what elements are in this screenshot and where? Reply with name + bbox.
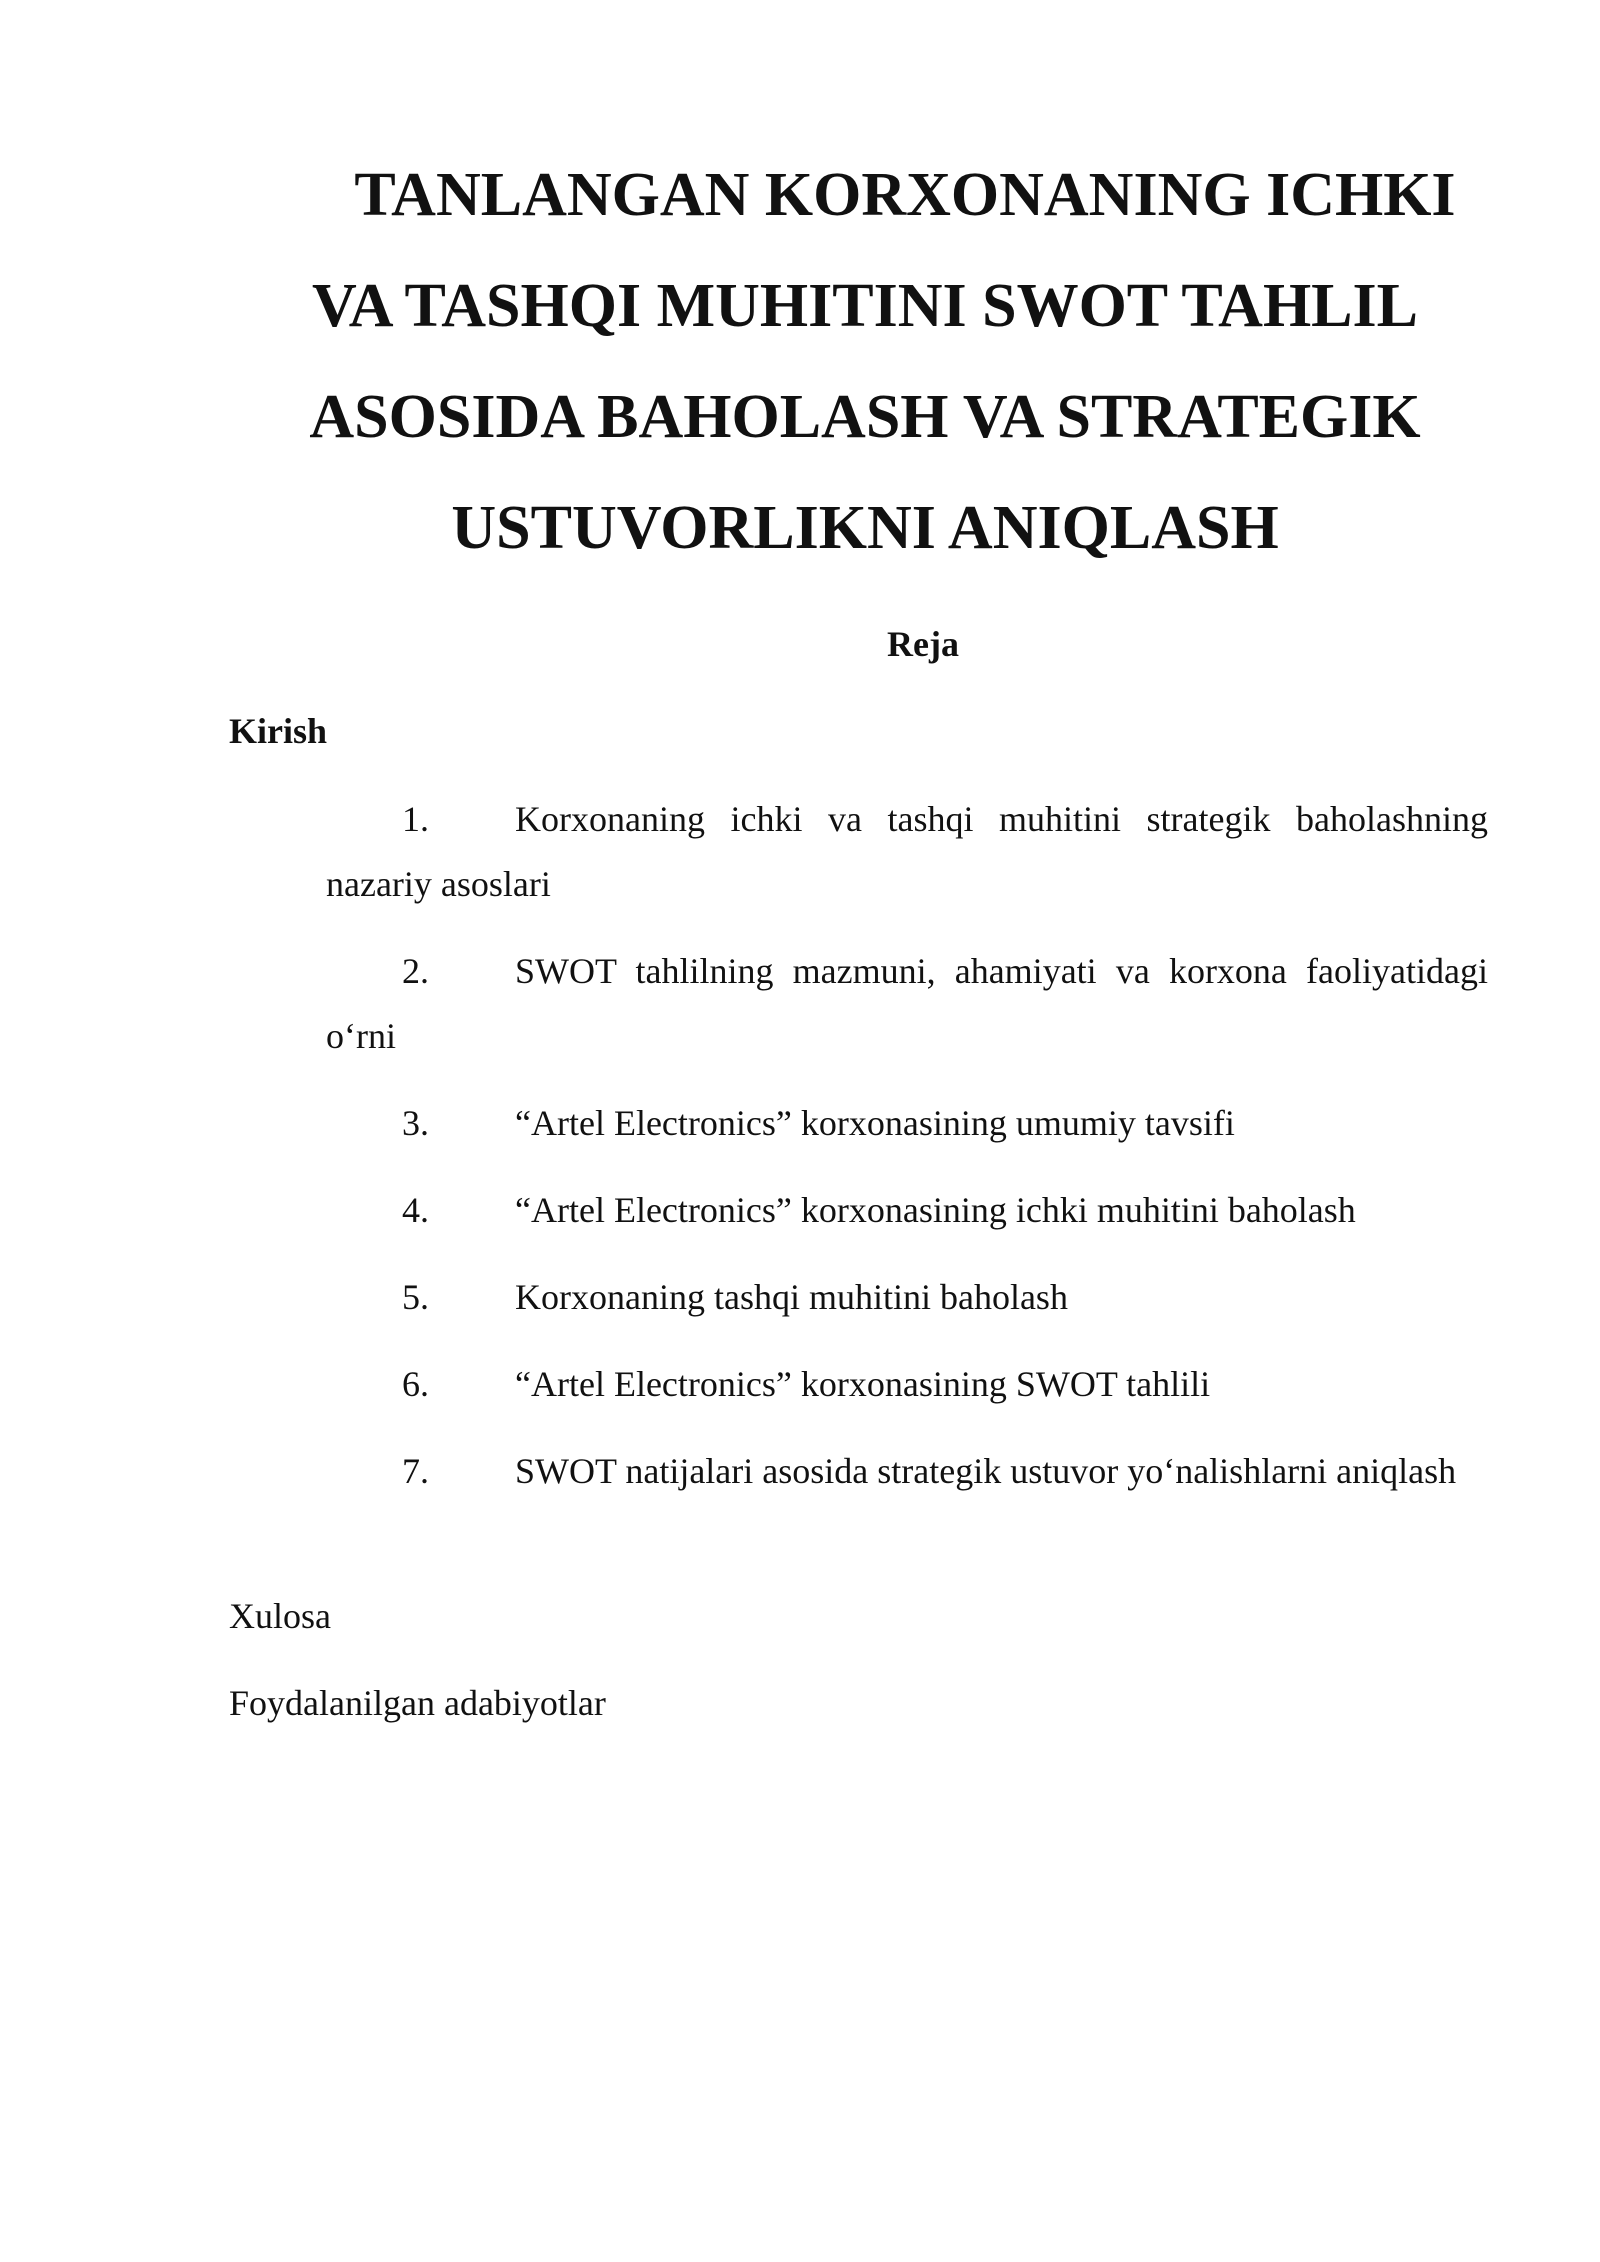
- plan-item-text: SWOT tahlilning mazmuni, ahamiyati va korxona faoliyatidagi o‘rni: [326, 951, 1488, 1056]
- plan-item-number: 7.: [402, 1451, 429, 1491]
- plan-item-text: Korxonaning ichki va tashqi muhitini strategik baholashning nazariy asoslari: [326, 799, 1488, 904]
- plan-item-number: 6.: [402, 1364, 429, 1404]
- plan-item-text: “Artel Electronics” korxonasining umumiy tavsifi: [515, 1103, 1235, 1143]
- plan-item: [326, 1091, 1488, 1156]
- plan-item-text: Korxonaning tashqi muhitini baholash: [515, 1277, 1068, 1317]
- plan-item-text: “Artel Electronics” korxonasining ichki muhitini baholash: [515, 1190, 1356, 1230]
- plan-item: [326, 1178, 1488, 1243]
- plan-item: [326, 1439, 1488, 1504]
- plan-item-text: “Artel Electronics” korxonasining SWOT tahlili: [515, 1364, 1211, 1404]
- plan-item-number: 5.: [402, 1277, 429, 1317]
- intro-heading: Kirish: [229, 711, 328, 751]
- plan-item: [326, 1265, 1488, 1330]
- references-heading: Foydalanilgan adabiyotlar: [229, 1683, 606, 1723]
- plan-item: [326, 939, 1488, 1069]
- plan-list: [326, 787, 1488, 1526]
- plan-item-number: 4.: [402, 1190, 429, 1230]
- plan-item-text: SWOT natijalari asosida strategik ustuvor yo‘nalishlarni aniqlash: [515, 1451, 1457, 1491]
- conclusion-heading: Xulosa: [229, 1596, 331, 1636]
- plan-item-number: 3.: [402, 1103, 429, 1143]
- plan-heading: Reja: [887, 624, 959, 664]
- page-title: TANLANGAN KORXONANING ICHKI VA TASHQI MUHITINI SWOT TAHLIL ASOSIDA BAHOLASH VA STRATEGIK USTUVORLIKNI ANIQLASH: [309, 161, 1456, 562]
- plan-item-number: 1.: [402, 799, 429, 839]
- plan-item: [326, 1352, 1488, 1417]
- plan-item-number: 2.: [402, 951, 429, 991]
- plan-item: [326, 787, 1488, 917]
